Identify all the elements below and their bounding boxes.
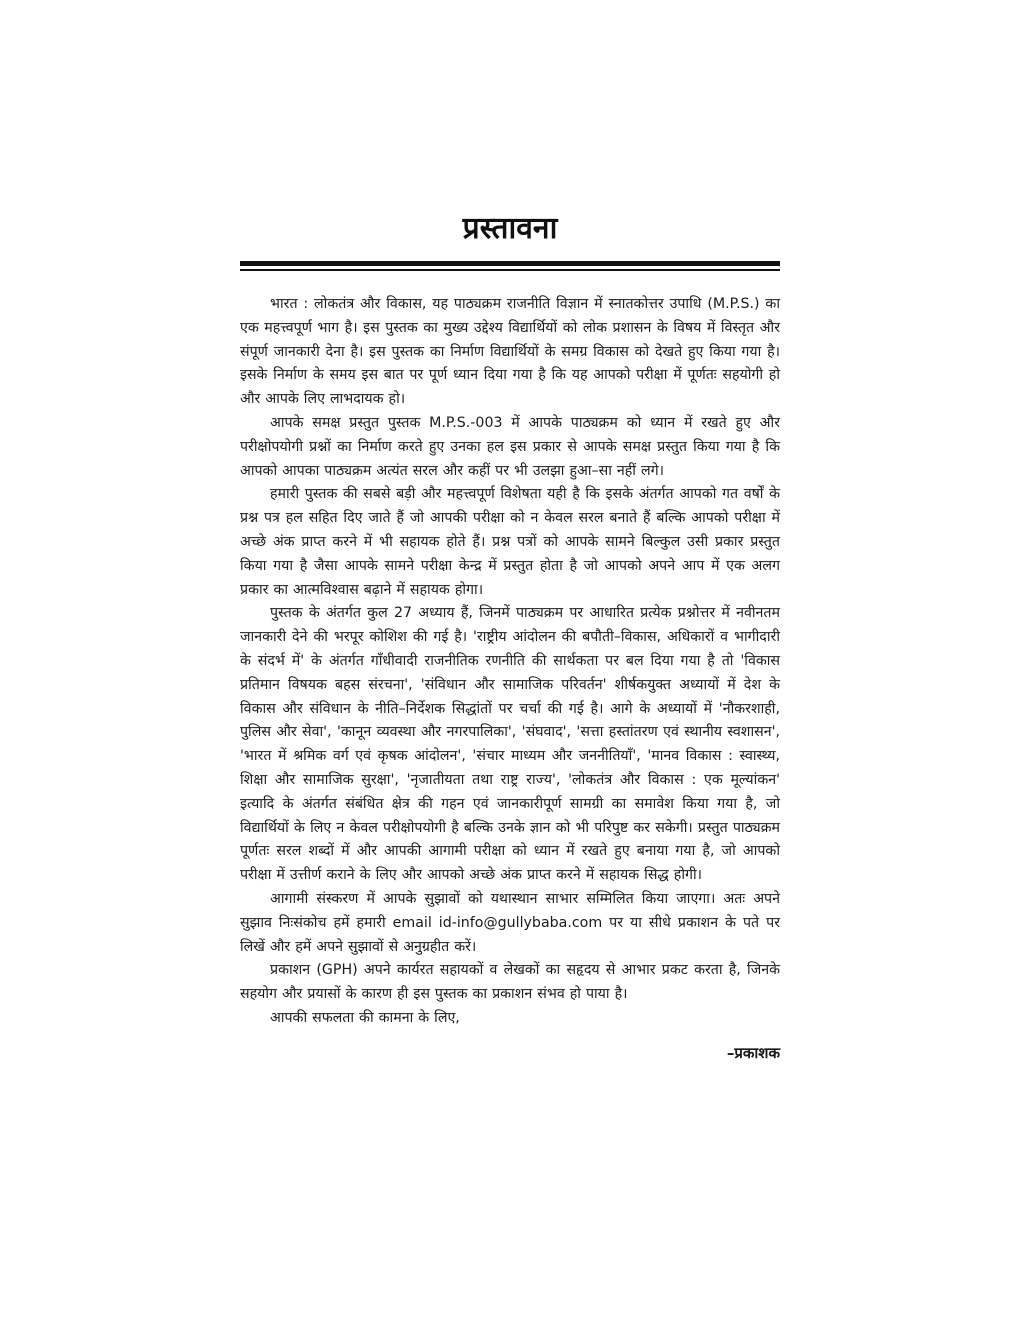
publisher-signature: –प्रकाशक <box>726 1043 780 1062</box>
paragraph-suggestions: आगामी संस्करण में आपके सुझावों को यथास्थान साभार सम्मिलित किया जाएगा। अतः अपने सुझाव निःसंकोच हमें हमारी email id-info@gullybaba.com पर या सीधे प्रकाशन के पते पर लिखें और हमें अपने सुझावों से अनुग्रहीत करें। <box>240 890 780 955</box>
preface-body <box>240 293 780 1031</box>
paragraph-chapters: पुस्तक के अंतर्गत कुल 27 अध्याय हैं, जिनमें पाठ्यक्रम पर आधारित प्रत्येक प्रश्नोत्तर में नवीनतम जानकारी देने की भरपूर कोशिश की गई है। 'राष्ट्रीय आंदोलन की बपौती–विकास, अधिकारों व भागीदारी के संदर्भ में' के अंतर्गत गाँधीवादी राजनीतिक रणनीति की सार्थकता पर बल दिया गया है तो 'विकास प्रतिमान विषयक बहस संरचना', 'संविधान और सामाजिक परिवर्तन' शीर्षकयुक्त अध्यायों में देश के विकास और संविधान के नीति–निर्देशक सिद्धांतों पर चर्चा की गई है। आगे के अध्यायों में 'नौकरशाही, पुलिस और सेवा', 'कानून व्यवस्था और नगरपालिका', 'संघवाद', 'सत्ता हस्तांतरण एवं स्थानीय स्वशासन', 'भारत में श्रमिक वर्ग एवं कृषक आंदोलन', 'संचार माध्यम और जननीतियाँ', 'मानव विकास : स्वास्थ्य, शिक्षा और सामाजिक सुरक्षा', 'नृजातीयता तथा राष्ट्र राज्य', 'लोकतंत्र और विकास : एक मूल्यांकन' इत्यादि के अंतर्गत संबंधित क्षेत्र की गहन एवं जानकारीपूर्ण सामग्री का समावेश किया गया है, जो विद्यार्थियों के लिए न केवल परीक्षोपयोगी है बल्कि उनके ज्ञान को भी परिपुष्ट कर सकेगी। प्रस्तुत पाठ्यक्रम पूर्णतः सरल शब्दों में और आपकी आगामी परीक्षा को ध्यान में रखते हुए बनाया गया है, जो आपको परीक्षा में उत्तीर्ण कराने के लिए और आपको अच्छे अंक प्राप्त करने में सहायक सिद्ध होगी। <box>240 605 780 884</box>
paragraph-key-feature: हमारी पुस्तक की सबसे बड़ी और महत्त्वपूर्ण विशेषता यही है कि इसके अंतर्गत आपको गत वर्षों के प्रश्न पत्र हल सहित दिए जाते हैं जो आपकी परीक्षा को न केवल सरल बनाते हैं बल्कि आपको परीक्षा में अच्छे अंक प्राप्त करने में भी सहायक होते हैं। प्रश्न पत्रों को आपके सामने बिल्कुल उसी प्रकार प्रस्तुत किया गया है जैसा आपके सामने परीक्षा केन्द्र में प्रस्तुत होता है जो आपको अपने आप में एक अलग प्रकार का आत्मविश्वास बढ़ाने में सहायक होगा। <box>240 486 780 598</box>
page-title: प्रस्तावना <box>462 211 558 246</box>
title-divider-thin <box>240 269 780 271</box>
paragraph-closing: आपकी सफलता की कामना के लिए, <box>270 1009 460 1026</box>
paragraph-intro: भारत : लोकतंत्र और विकास, यह पाठ्यक्रम राजनीति विज्ञान में स्नातकोत्तर उपाधि (M.P.S.) का एक महत्त्वपूर्ण भाग है। इस पुस्तक का मुख्य उद्देश्य विद्यार्थियों को लोक प्रशासन के विषय में विस्तृत और संपूर्ण जानकारी देना है। इस पुस्तक का निर्माण विद्यार्थियों के समग्र विकास को देखते हुए किया गया है। इसके निर्माण के समय इस बात पर पूर्ण ध्यान दिया गया है कि यह आपको परीक्षा में पूर्णतः सहयोगी हो और आपके लिए लाभदायक हो। <box>240 296 780 408</box>
title-divider-thick <box>240 261 780 266</box>
paragraph-book-description: आपके समक्ष प्रस्तुत पुस्तक M.P.S.-003 में आपके पाठ्यक्रम को ध्यान में रखते हुए और परीक्षोपयोगी प्रश्नों का निर्माण करते हुए उनका हल इस प्रकार से आपके समक्ष प्रस्तुत किया गया है कि आपको आपका पाठ्यक्रम अत्यंत सरल और कहीं पर भी उलझा हुआ–सा नहीं लगे। <box>240 414 780 479</box>
preface-page <box>240 205 780 1065</box>
paragraph-acknowledgement: प्रकाशन (GPH) अपने कार्यरत सहायकों व लेखकों का सहृदय से आभार प्रकट करता है, जिनके सहयोग और प्रयासों के कारण ही इस पुस्तक का प्रकाशन संभव हो पाया है। <box>240 962 780 1003</box>
